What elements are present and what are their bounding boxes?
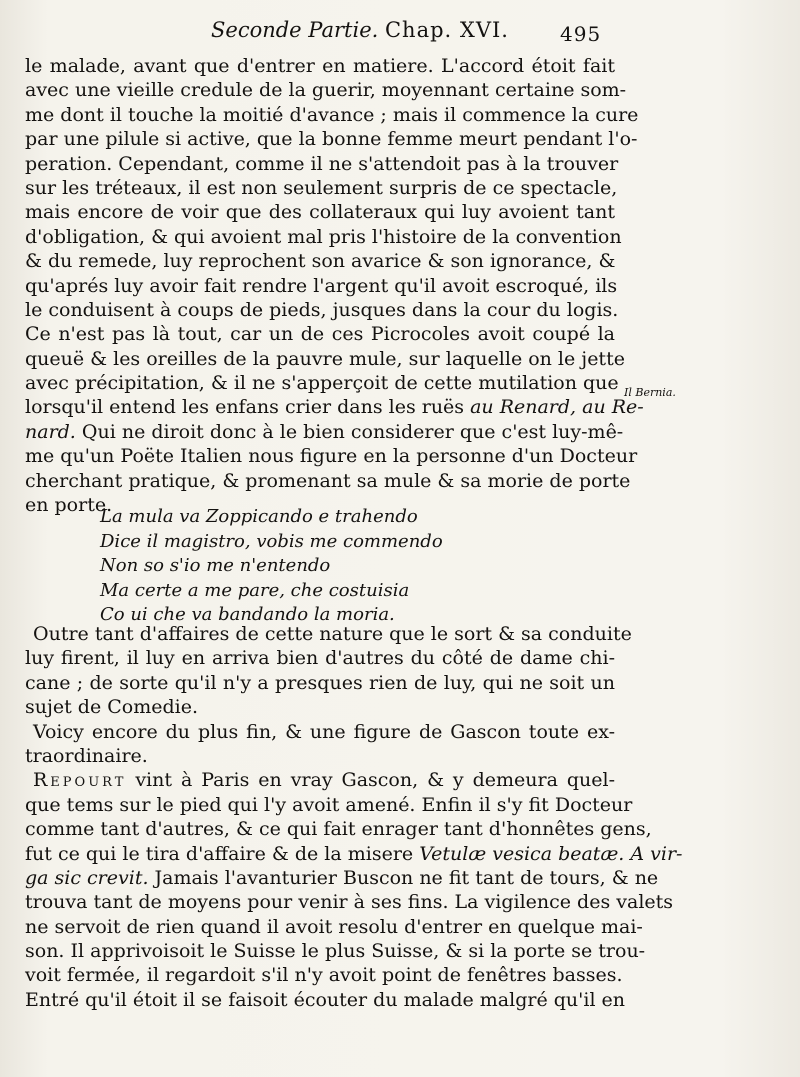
text-fragment: Qui ne diroit donc à le bien considerer que c'est luy-mê-: [75, 420, 624, 443]
italic-fragment: nard.: [25, 420, 76, 443]
text-line: avec précipitation, & il ne s'apperçoit de cette mutilation que: [25, 372, 619, 395]
text-line: comme tant d'autres, & ce qui fait enrager tant d'honnêtes gens,: [25, 818, 652, 841]
running-title: Seconde Partie.: [211, 18, 379, 42]
text-line: son. Il apprivoisoit le Suisse le plus Suisse, & si la porte se trou-: [25, 940, 646, 963]
text-fragment: lorsqu'il entend les enfans crier dans les ruës: [25, 396, 471, 419]
text-line: mais encore de voir que des collateraux qui luy avoient tant: [25, 201, 615, 224]
main-text-upper: [25, 54, 644, 517]
text-line: par une pilule si active, que la bonne femme meurt pendant l'o-: [25, 128, 638, 151]
text-line: cane ; de sorte qu'il n'y a presques rien de luy, qui ne soit un: [25, 671, 615, 694]
text-line: [25, 395, 644, 419]
verse-line: Ma certe a me pare, che costuisia: [100, 579, 410, 601]
text-line: le malade, avant que d'entrer en matiere. L'accord étoit fait: [25, 55, 615, 77]
text-line: [25, 842, 683, 866]
text-line: me dont il touche la moitié d'avance ; mais il commence la cure: [25, 103, 639, 126]
main-text-lower: [25, 622, 683, 1012]
text-line: Outre tant d'affaires de cette nature que le sort & sa conduite: [33, 623, 632, 645]
text-line: sur les tréteaux, il est non seulement surpris de ce spectacle,: [25, 176, 618, 199]
italic-fragment: au Renard, au Re-: [470, 396, 644, 419]
running-header: [100, 18, 620, 42]
chapter-title: Chap. XVI.: [384, 18, 509, 42]
text-line: [25, 420, 624, 444]
margin-note: Il Bernia.: [624, 386, 676, 399]
text-line: Voicy encore du plus fin, & une figure de Gascon toute ex-: [33, 720, 615, 743]
text-line: luy firent, il luy en arriva bien d'autres du côté de dame chi-: [25, 647, 615, 670]
character-name: Repourt: [33, 769, 127, 792]
text-line: trouva tant de moyens pour venir à ses fins. La vigilence des valets: [25, 891, 674, 914]
text-line: sujet de Comedie.: [25, 696, 199, 719]
text-line: peration. Cependant, comme il ne s'attendoit pas à la trouver: [25, 152, 619, 175]
text-line: Entré qu'il étoit il se faisoit écouter du malade malgré qu'il en: [25, 988, 626, 1011]
text-line: ne servoit de rien quand il avoit resolu d'entrer en quelque mai-: [25, 915, 643, 938]
verse-block: [100, 505, 540, 628]
text-line: & du remede, luy reprochent son avarice & son ignorance, &: [25, 250, 616, 273]
text-line: le conduisent à coups de pieds, jusques dans la cour du logis.: [25, 298, 619, 321]
text-line: qu'aprés luy avoir fait rendre l'argent qu'il avoit escroqué, ils: [25, 274, 618, 297]
text-line: voit fermée, il regardoit s'il n'y avoit point de fenêtres basses.: [25, 964, 623, 987]
page-number: 495: [560, 22, 602, 46]
verse-line: Non so s'io me n'entendo: [100, 555, 331, 577]
verse-line: Co ui che va bandando la moria.: [100, 604, 395, 626]
verse-line: Dice il magistro, vobis me commendo: [100, 530, 443, 552]
text-line: que tems sur le pied qui l'y avoit amené. Enfin il s'y fit Docteur: [25, 793, 633, 816]
italic-fragment: Vetulæ vesica beatæ. A vir-: [419, 842, 683, 865]
text-fragment: Jamais l'avanturier Buscon ne fit tant de tours, & ne: [148, 866, 659, 889]
italic-fragment: ga sic crevit.: [25, 866, 149, 889]
text-line: avec une vieille credule de la guerir, moyennant certaine som-: [25, 79, 627, 102]
text-line: [25, 768, 615, 792]
text-line: traordinaire.: [25, 744, 148, 767]
verse-line: La mula va Zoppicando e trahendo: [100, 506, 418, 527]
text-line: me qu'un Poëte Italien nous figure en la personne d'un Docteur: [25, 445, 638, 468]
text-line: [25, 866, 659, 890]
text-line: cherchant pratique, & promenant sa mule & sa morie de porte: [25, 469, 631, 492]
text-line: Ce n'est pas là tout, car un de ces Picrocoles avoit coupé la: [25, 323, 615, 346]
text-line: queuë & les oreilles de la pauvre mule, sur laquelle on le jette: [25, 347, 625, 370]
text-fragment: vint à Paris en vray Gascon, & y demeura quel-: [126, 769, 615, 792]
text-fragment: fut ce qui le tira d'affaire & de la misere: [25, 842, 420, 865]
text-line: en porte.: [25, 494, 113, 517]
text-line: d'obligation, & qui avoient mal pris l'histoire de la convention: [25, 225, 622, 248]
